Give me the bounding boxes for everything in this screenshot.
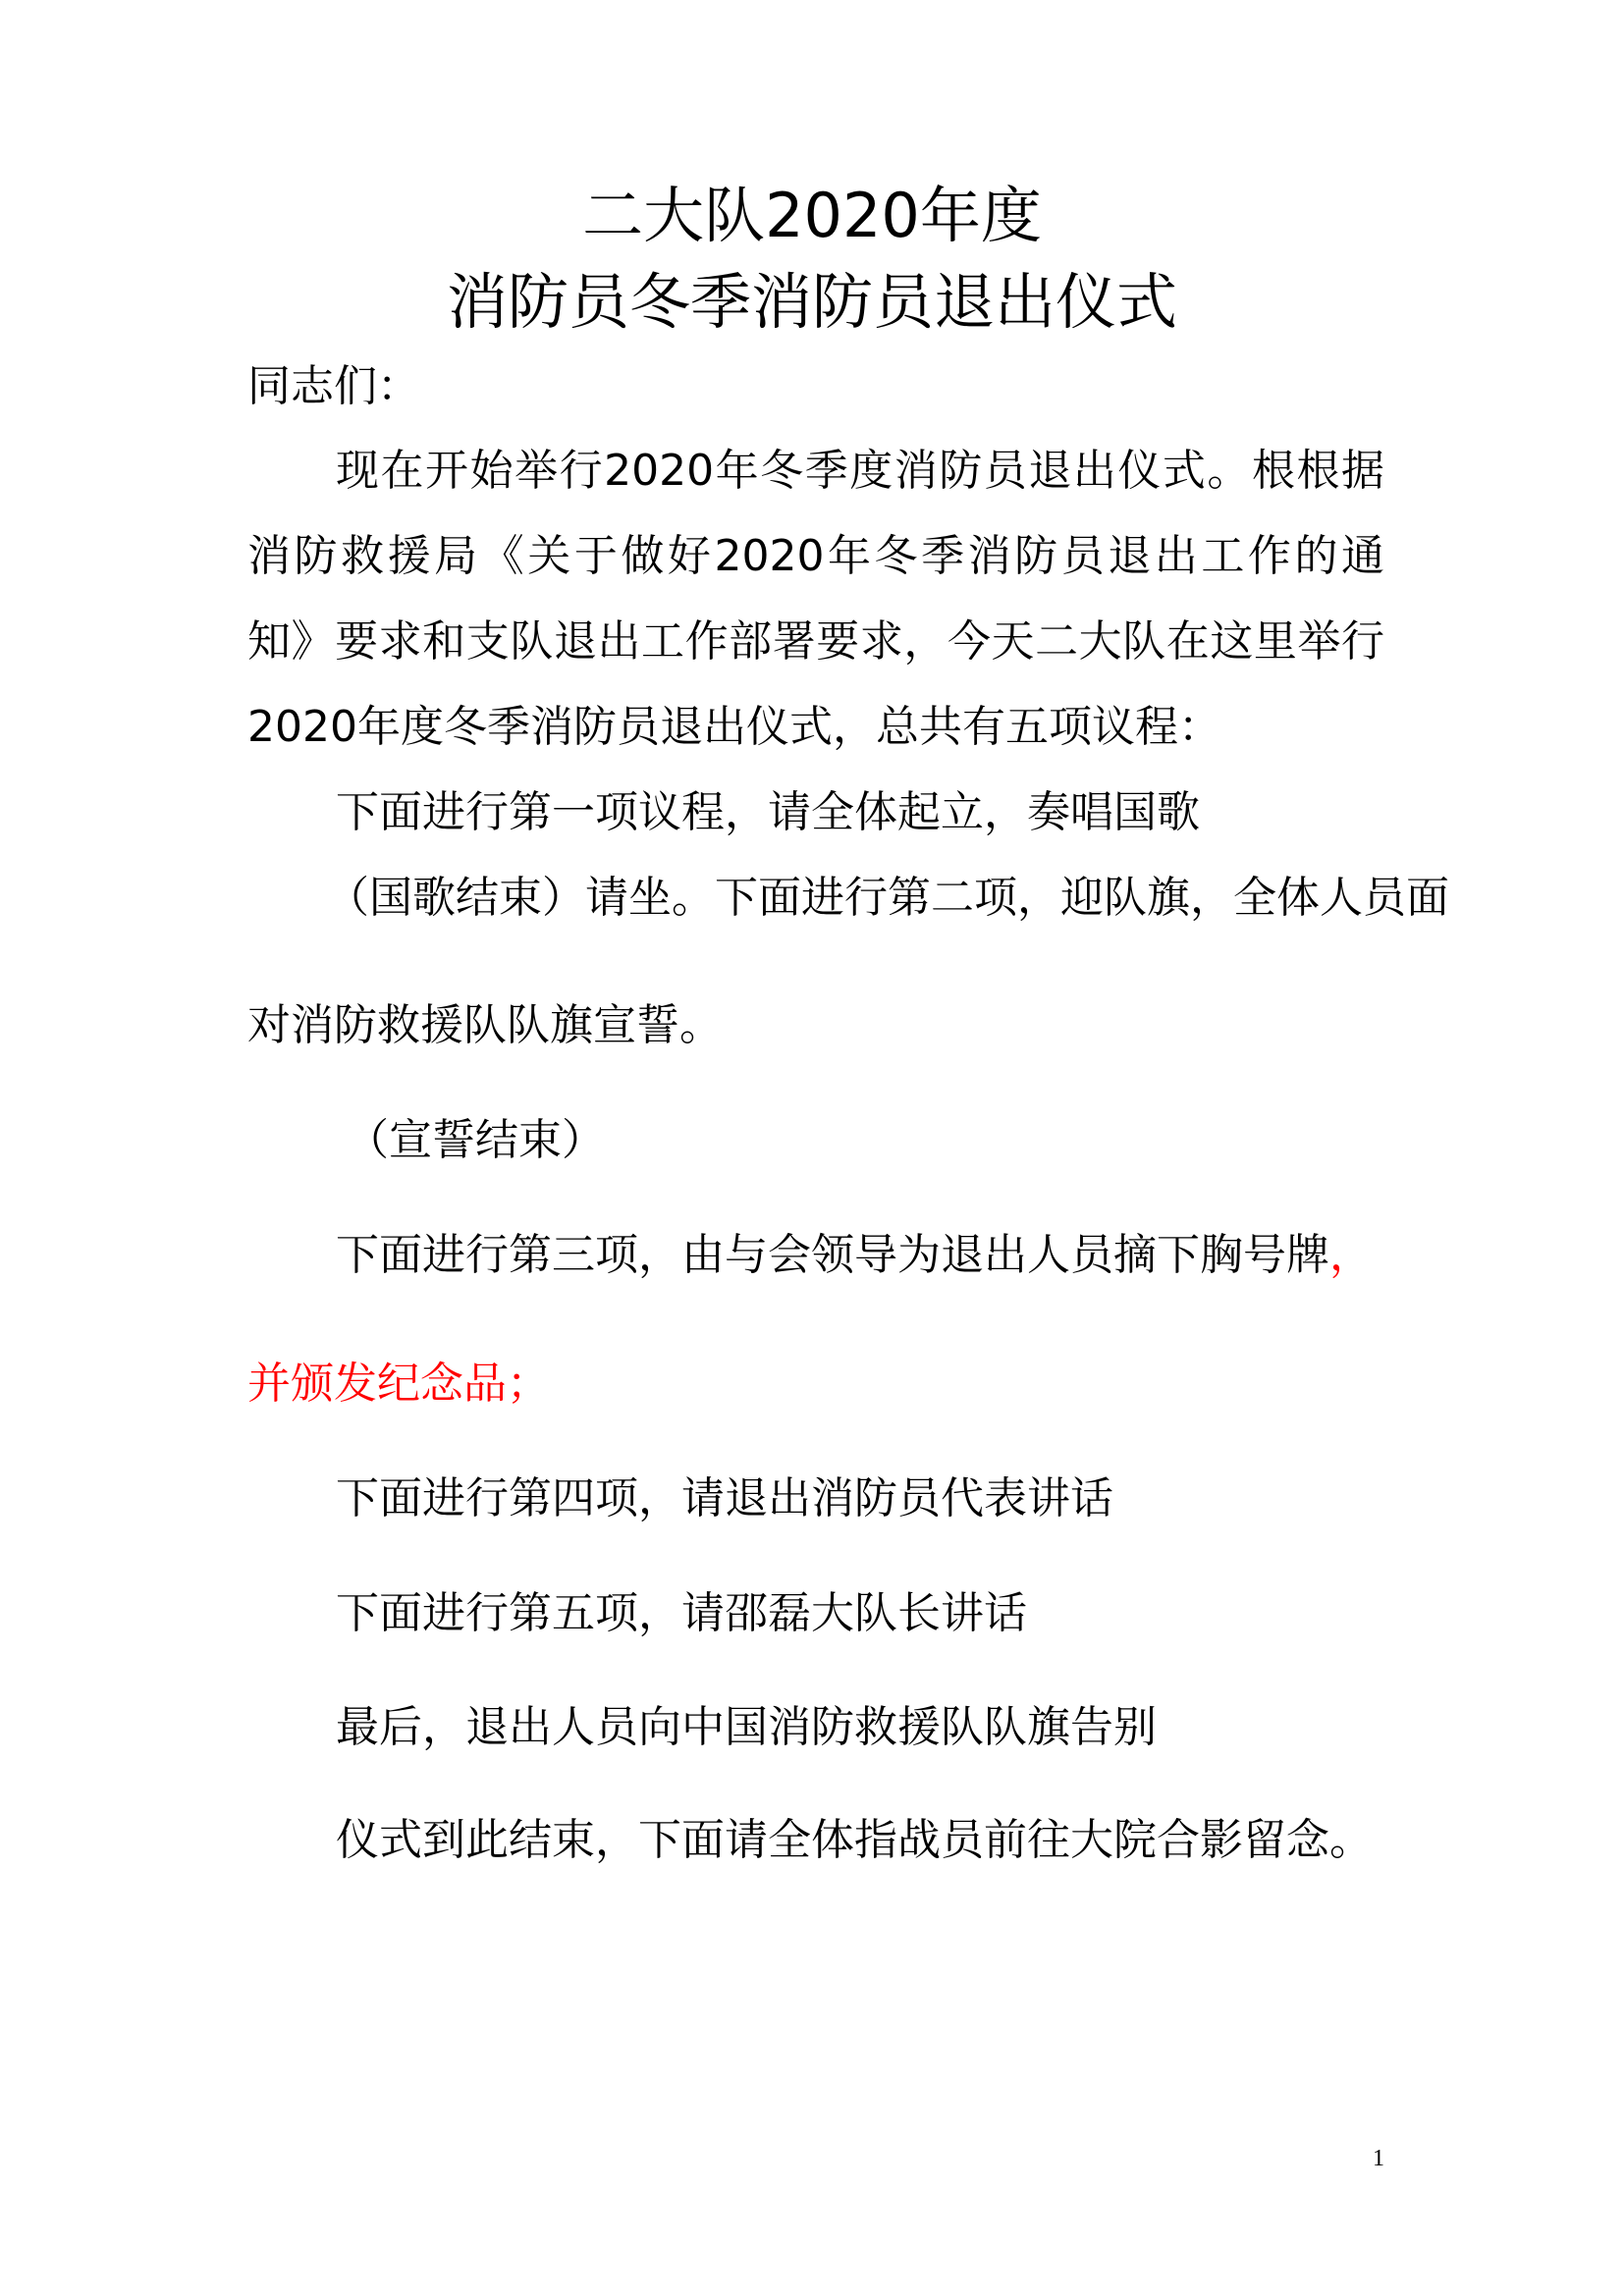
agenda-item-5: 下面进行第五项，请邵磊大队长讲话 <box>336 1588 1027 1638</box>
agenda-item-3-red-comma: ， <box>1329 1230 1373 1280</box>
intro-line-1: 现在开始举行2020年冬季度消防员退出仪式。根根据 <box>336 446 1384 496</box>
agenda-item-4: 下面进行第四项，请退出消防员代表讲话 <box>336 1473 1113 1523</box>
title-line-1: 二大队2020年度 <box>582 180 1042 251</box>
page-number: 1 <box>1373 2146 1384 2171</box>
agenda-item-3-text: 下面进行第三项，由与会领导为退出人员摘下胸号牌 <box>336 1230 1329 1280</box>
final-item: 最后，退出人员向中国消防救援队队旗告别 <box>336 1702 1157 1752</box>
agenda-item-2-line-2: 对消防救援队队旗宣誓。 <box>247 1000 723 1050</box>
agenda-item-1: 下面进行第一项议程，请全体起立，奏唱国歌 <box>336 787 1200 837</box>
closing-line: 仪式到此结束，下面请全体指战员前往大院合影留念。 <box>336 1815 1373 1865</box>
title-line-2: 消防员冬季消防员退出仪式 <box>446 266 1177 338</box>
agenda-item-3-line-2: 并颁发纪念品； <box>247 1359 550 1409</box>
agenda-item-2-line-1: （国歌结束）请坐。下面进行第二项，迎队旗，全体人员面 <box>326 873 1449 923</box>
agenda-item-3-line-1 <box>336 1226 1373 1285</box>
intro-line-2: 消防救援局《关于做好2020年冬季消防员退出工作的通 <box>247 531 1384 581</box>
oath-end-note: （宣誓结束） <box>346 1115 605 1165</box>
salutation: 同志们： <box>247 361 420 411</box>
intro-line-4: 2020年度冬季消防员退出仪式，总共有五项议程： <box>247 702 1221 752</box>
intro-line-3: 知》要求和支队退出工作部署要求，今天二大队在这里举行 <box>247 616 1384 667</box>
